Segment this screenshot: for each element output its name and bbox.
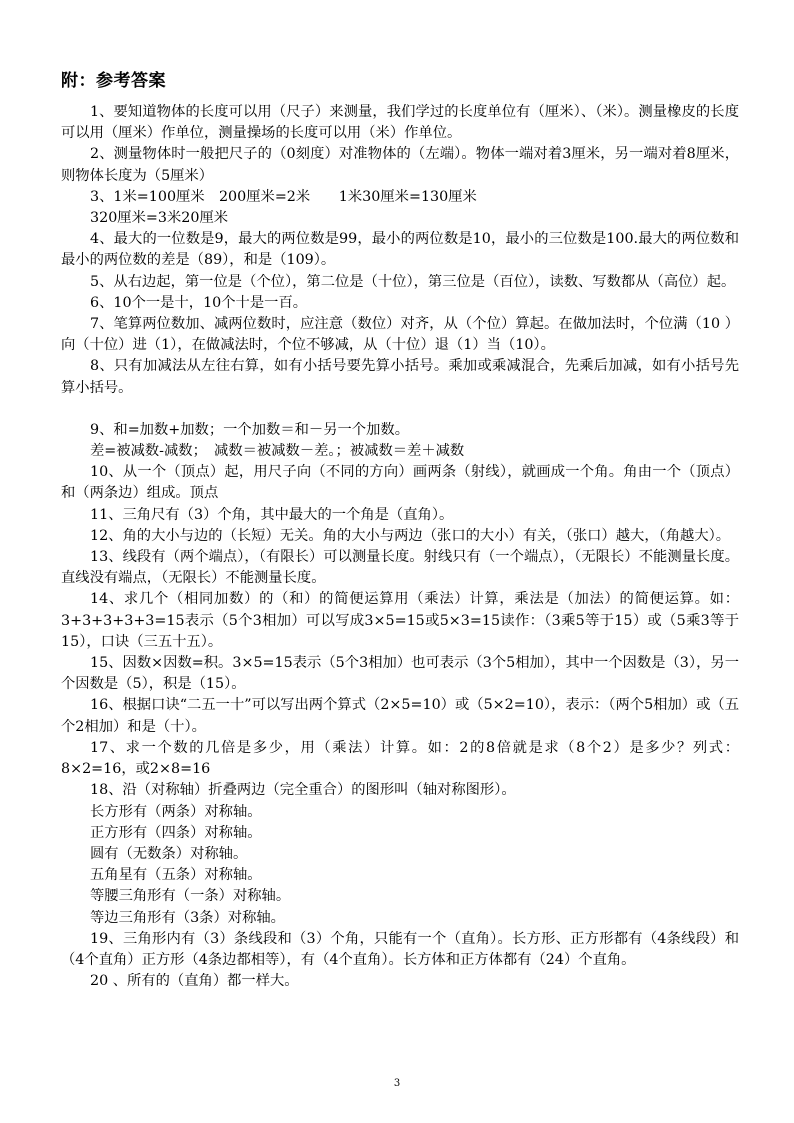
answer-item-14: 14、求几个（相同加数）的（和）的简便运算用（乘法）计算，乘法是（加法）的简便运算。如：3+3+3+3+3=15表示（5个3相加）可以写成3×5=15或5×3=15读作：（3乘5等于15）或（5乘3等于15），口诀（三五十五）。 xyxy=(61,591,739,650)
answer-item-16: 16、根据口诀“二五一十”可以写出两个算式（2×5=10）或（5×2=10），表示：（两个5相加）或（五个2相加）和是（十）。 xyxy=(61,697,739,735)
answer-item-13: 13、线段有（两个端点），（有限长）可以测量长度。射线只有（一个端点），（无限长）不能测量长度。直线没有端点，（无限长）不能测量长度。 xyxy=(61,549,739,587)
answer-list xyxy=(61,102,739,992)
answer-item-18-square: 正方形有（四条）对称轴。 xyxy=(90,824,262,841)
answer-item-11: 11、三角尺有（3）个角，其中最大的一个角是（直角）。 xyxy=(90,506,454,523)
answer-item-1: 1、要知道物体的长度可以用（尺子）来测量，我们学过的长度单位有（厘米）、（米）。测量橡皮的长度可以用（厘米）作单位，测量操场的长度可以用（米）作单位。 xyxy=(61,104,739,142)
answer-item-15: 15、因数×因数=积。3×5=15表示（5个3相加）也可表示（3个5相加），其中一个因数是（3），另一个因数是（5），积是（15）。 xyxy=(61,655,739,693)
answer-item-19: 19、三角形内有（3）条线段和（3）个角，只能有一个（直角）。长方形、正方形都有（4条线段）和（4个直角）正方形（4条边都相等），有（4个直角）。长方体和正方体都有（24）个直角。 xyxy=(61,930,739,968)
answer-item-9: 9、和=加数+加数；一个加数＝和－另一个加数。 xyxy=(90,421,409,438)
answer-item-18: 18、沿（对称轴）折叠两边（完全重合）的图形叫（轴对称图形）。 xyxy=(90,782,516,799)
page-number: 3 xyxy=(393,1078,401,1089)
answer-item-18-rectangle: 长方形有（两条）对称轴。 xyxy=(90,803,262,820)
answer-item-9-continued: 差=被减数-减数； 减数＝被减数－差。；被减数＝差＋减数 xyxy=(90,443,465,460)
answer-item-3: 3、1米=100厘米 200厘米=2米 1米30厘米=130厘米 xyxy=(90,188,477,205)
answer-item-18-star: 五角星有（五条）对称轴。 xyxy=(90,867,262,884)
section-heading: 附：参考答案 xyxy=(61,71,166,91)
answer-item-6: 6、10个一是十，10个十是一百。 xyxy=(90,294,308,311)
answer-item-2: 2、测量物体时一般把尺子的（0刻度）对准物体的（左端）。物体一端对着3厘米，另一端对着8厘米，则物体长度为（5厘米） xyxy=(61,146,739,184)
answer-item-3-continued: 320厘米=3米20厘米 xyxy=(90,210,229,227)
answer-item-5: 5、从右边起，第一位是（个位），第二位是（十位），第三位是（百位），读数、写数都从（高位）起。 xyxy=(90,273,736,290)
answer-item-7: 7、笔算两位数加、减两位数时，应注意（数位）对齐，从（个位）算起。在做加法时，个位满（10 ）向（十位）进（1），在做减法时，个位不够减，从（十位）退（1）当（10）。 xyxy=(61,316,739,354)
answer-item-8: 8、只有加减法从左往右算，如有小括号要先算小括号。乘加或乘减混合，先乘后加减，如有小括号先算小括号。 xyxy=(61,358,739,396)
answer-item-4: 4、最大的一位数是9，最大的两位数是99，最小的两位数是10，最小的三位数是100.最大的两位数和最小的两位数的差是（89），和是（109）。 xyxy=(61,231,739,269)
answer-item-10: 10、从一个（顶点）起，用尺子向（不同的方向）画两条（射线），就画成一个角。角由一个（顶点）和（两条边）组成。顶点 xyxy=(61,464,739,502)
answer-item-17: 17、求一个数的几倍是多少，用（乘法）计算。如：2的8倍就是求（8个2）是多少？列式：8×2=16，或2×8=16 xyxy=(61,739,739,778)
answer-item-12: 12、角的大小与边的（长短）无关。角的大小与两边（张口的大小）有关，（张口）越大，（角越大）。 xyxy=(90,527,731,544)
answer-item-20: 20 、所有的（直角）都一样大。 xyxy=(90,973,299,990)
answer-item-18-equilateral: 等边三角形有（3条）对称轴。 xyxy=(90,909,285,926)
answer-item-18-isosceles: 等腰三角形有（一条）对称轴。 xyxy=(90,888,291,905)
answer-item-18-circle: 圆有（无数条）对称轴。 xyxy=(90,845,248,862)
document-page xyxy=(61,68,739,992)
